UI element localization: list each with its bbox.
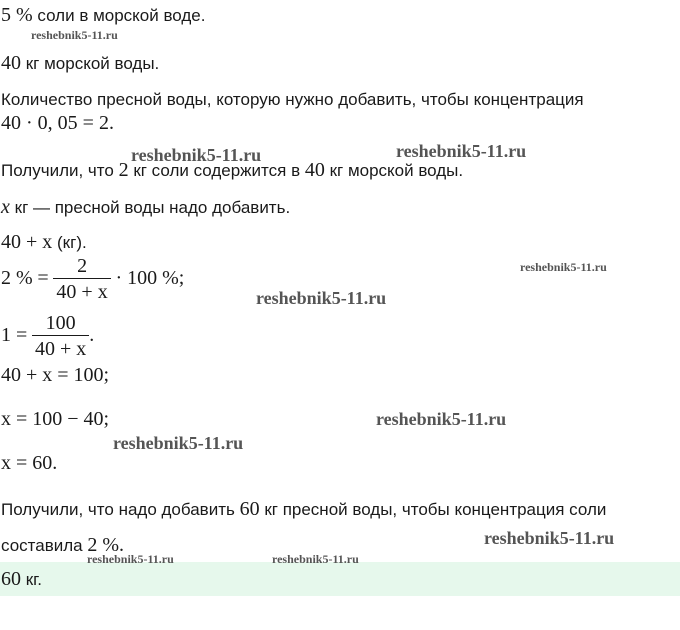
math-sixty: 60 xyxy=(239,498,260,520)
line-concentration xyxy=(1,4,206,27)
watermark: reshebnik5-11.ru xyxy=(484,528,615,548)
math-forty-2: 40 xyxy=(304,159,325,181)
equation-percent xyxy=(1,254,184,305)
math-equals: = xyxy=(37,266,49,289)
math-five-percent: 5 % xyxy=(1,4,33,26)
math-dot: . xyxy=(89,323,95,346)
text-line-3: Количество пресной воды, которую нужно добавить, чтобы концентрация xyxy=(1,90,584,109)
fraction-numerator-2: 100 xyxy=(45,312,76,334)
fraction-numerator: 2 xyxy=(77,255,88,277)
text-line-6: (кг). xyxy=(57,233,87,252)
text-line-8: составила xyxy=(1,536,83,555)
watermark: reshebnik5-11.ru xyxy=(396,141,527,161)
answer-line xyxy=(1,568,42,591)
answer-number: 60 xyxy=(1,568,21,590)
line-sea-water xyxy=(1,52,159,75)
watermark: reshebnik5-11.ru xyxy=(520,260,607,274)
math-x: x xyxy=(1,196,10,218)
text-line-7-post: кг пресной воды, чтобы концентрация соли xyxy=(264,500,607,519)
math-two-percent-end: 2 %. xyxy=(87,534,125,556)
math-eq5: x = 60. xyxy=(1,452,58,474)
answer-unit: кг. xyxy=(25,570,43,589)
watermark: reshebnik5-11.ru xyxy=(256,288,387,308)
equation-4 xyxy=(1,408,109,431)
text-line-1: соли в морской воде. xyxy=(37,6,206,25)
math-forty-plus-x: 40 + x xyxy=(1,231,53,253)
answer-box xyxy=(0,562,680,596)
fraction-2-over-40x xyxy=(53,254,110,305)
watermark: reshebnik5-11.ru xyxy=(113,433,244,453)
math-one-equals: 1 = xyxy=(1,323,28,346)
watermark: reshebnik5-11.ru xyxy=(272,552,359,566)
line-calculation xyxy=(1,112,114,135)
text-line-4-pre: Получили, что xyxy=(1,161,114,180)
line-total-mass xyxy=(1,231,87,254)
equation-5 xyxy=(1,452,57,475)
line-conclusion xyxy=(1,498,606,521)
equation-3 xyxy=(1,364,109,387)
watermark: reshebnik5-11.ru xyxy=(31,28,118,42)
text-line-4-mid: кг соли содержится в xyxy=(133,161,301,180)
text-line-7-pre: Получили, что надо добавить xyxy=(1,500,235,519)
fraction-denominator: 40 + x xyxy=(53,278,110,305)
line-fresh-water-question xyxy=(1,89,584,111)
fraction-100-over-40x xyxy=(32,311,89,362)
line-unknown-x xyxy=(1,196,290,219)
math-two: 2 xyxy=(118,159,129,181)
text-line-2: кг морской воды. xyxy=(25,54,160,73)
fraction-denominator-2: 40 + x xyxy=(32,335,89,362)
math-two-percent: 2 % xyxy=(1,266,33,289)
math-forty: 40 xyxy=(1,52,21,74)
watermark: reshebnik5-11.ru xyxy=(376,409,507,429)
math-calc: 40 · 0, 05 = 2. xyxy=(1,112,114,134)
math-eq4: x = 100 − 40; xyxy=(1,408,110,430)
text-line-5: кг — пресной воды надо добавить. xyxy=(14,198,291,217)
math-eq3: 40 + x = 100; xyxy=(1,364,110,386)
watermark: reshebnik5-11.ru xyxy=(131,145,262,165)
equation-one xyxy=(1,311,94,362)
text-line-4-post: кг морской воды. xyxy=(329,161,464,180)
watermark: reshebnik5-11.ru xyxy=(87,552,174,566)
math-times-100: · 100 %; xyxy=(115,266,185,289)
